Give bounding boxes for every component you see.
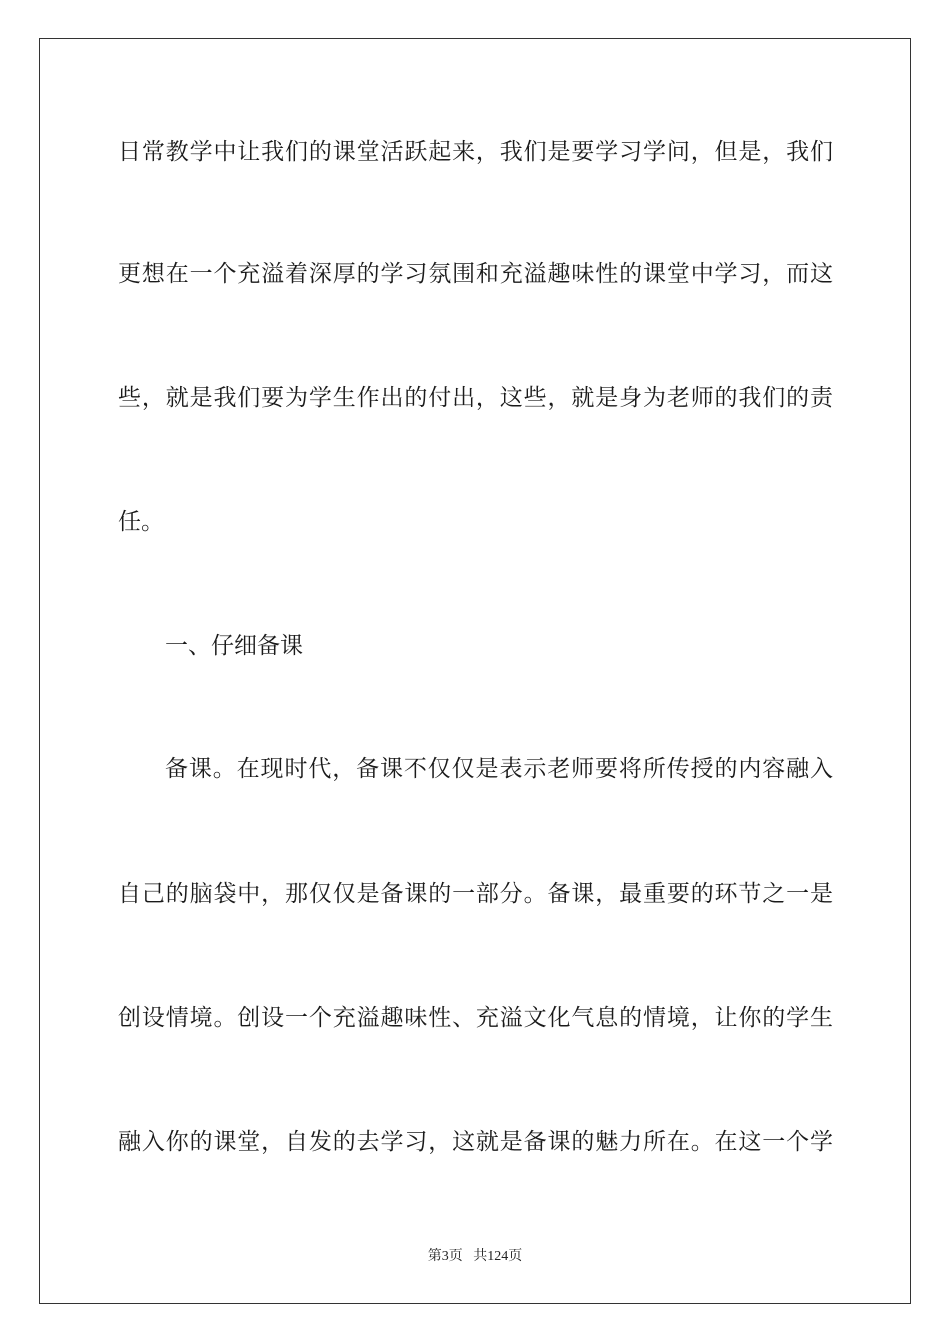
body-line-4: 任。 [118, 509, 164, 535]
page-footer [0, 1248, 950, 1266]
paragraph-line-1: 备课。在现时代，备课不仅仅是表示老师要将所传授的内容融入 [165, 756, 833, 782]
body-line-1: 日常教学中让我们的课堂活跃起来，我们是要学习学问，但是，我们 [118, 139, 833, 165]
body-line-2: 更想在一个充溢着深厚的学习氛围和充溢趣味性的课堂中学习，而这 [118, 261, 833, 287]
paragraph-line-3: 创设情境。创设一个充溢趣味性、充溢文化气息的情境，让你的学生 [118, 1005, 833, 1031]
total-pages: 共124页 [473, 1249, 523, 1264]
page-number: 第3页 [427, 1249, 463, 1264]
body-line-3: 些，就是我们要为学生作出的付出，这些，就是身为老师的我们的责 [118, 385, 833, 411]
paragraph-line-2: 自己的脑袋中，那仅仅是备课的一部分。备课，最重要的环节之一是 [118, 881, 833, 907]
paragraph-line-4: 融入你的课堂，自发的去学习，这就是备课的魅力所在。在这一个学 [118, 1129, 833, 1155]
section-heading: 一、仔细备课 [165, 633, 303, 659]
page-border [39, 38, 911, 1304]
